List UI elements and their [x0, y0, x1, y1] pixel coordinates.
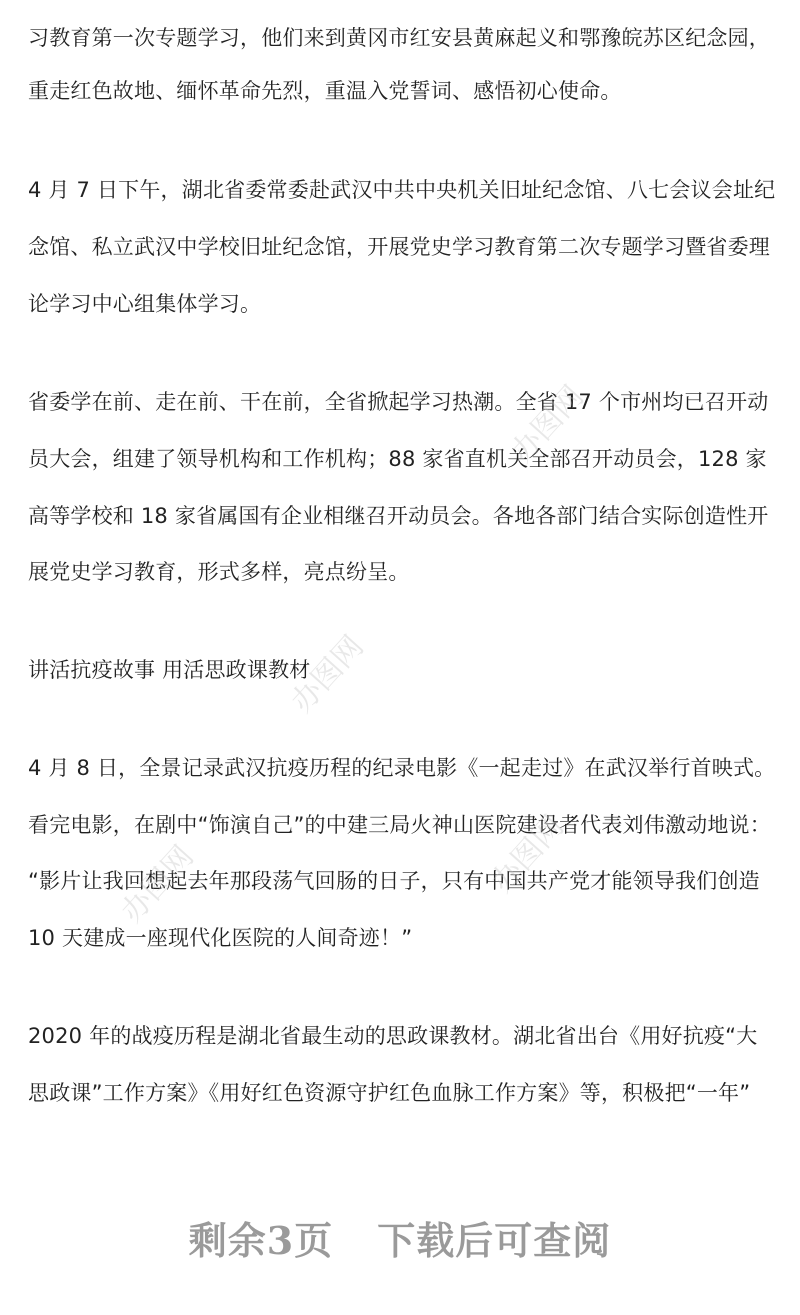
paragraph-line: 省委学在前、走在前、干在前，全省掀起学习热潮。全省 17 个市州均已召开动: [28, 390, 769, 414]
paragraph-line: 重走红色故地、缅怀革命先烈，重温入党誓词、感悟初心使命。: [28, 79, 622, 103]
paragraph-line: 高等学校和 18 家省属国有企业相继召开动员会。各地各部门结合实际创造性开: [28, 504, 769, 528]
paragraph-line: 念馆、私立武汉中学校旧址纪念馆，开展党史学习教育第二次专题学习暨省委理: [28, 235, 770, 259]
paragraph-line: 4 月 8 日，全景记录武汉抗疫历程的纪录电影《一起走过》在武汉举行首映式。: [28, 756, 776, 780]
paragraph-line: 思政课”工作方案》《用好红色资源守护红色血脉工作方案》等，积极把“一年”: [28, 1081, 751, 1105]
paragraph-line: 习教育第一次专题学习，他们来到黄冈市红安县黄麻起义和鄂豫皖苏区纪念园，: [28, 26, 770, 50]
watermark: 办图网: [114, 839, 201, 930]
paragraph-line: 4 月 7 日下午，湖北省委常委赴武汉中共中央机关旧址纪念馆、八七会议会址纪: [28, 178, 776, 202]
remaining-pages-label: 剩余3页: [188, 1218, 334, 1263]
watermark: 办图网: [284, 629, 371, 720]
watermark: 办图网: [484, 809, 571, 900]
paragraph-line: “影片让我回想起去年那段荡气回肠的日子，只有中国共产党才能领导我们创造: [28, 869, 760, 893]
download-prompt[interactable]: [0, 1210, 800, 1265]
paragraph-line: 看完电影，在剧中“饰演自己”的中建三局火神山医院建设者代表刘伟激动地说：: [28, 813, 771, 837]
paragraph-line: 员大会，组建了领导机构和工作机构；88 家省直机关全部召开动员会，128 家: [28, 447, 767, 471]
watermark: 办图网: [504, 379, 591, 470]
paragraph-line: 展党史学习教育，形式多样，亮点纷呈。: [28, 560, 410, 584]
paragraph-line: 10 天建成一座现代化医院的人间奇迹！”: [28, 926, 413, 950]
download-hint-label: 下载后可查阅: [377, 1218, 612, 1263]
section-heading: 讲活抗疫故事 用活思政课教材: [28, 658, 311, 682]
paragraph-line: 2020 年的战疫历程是湖北省最生动的思政课教材。湖北省出台《用好抗疫“大: [28, 1024, 758, 1048]
paragraph-line: 论学习中心组集体学习。: [28, 292, 262, 316]
